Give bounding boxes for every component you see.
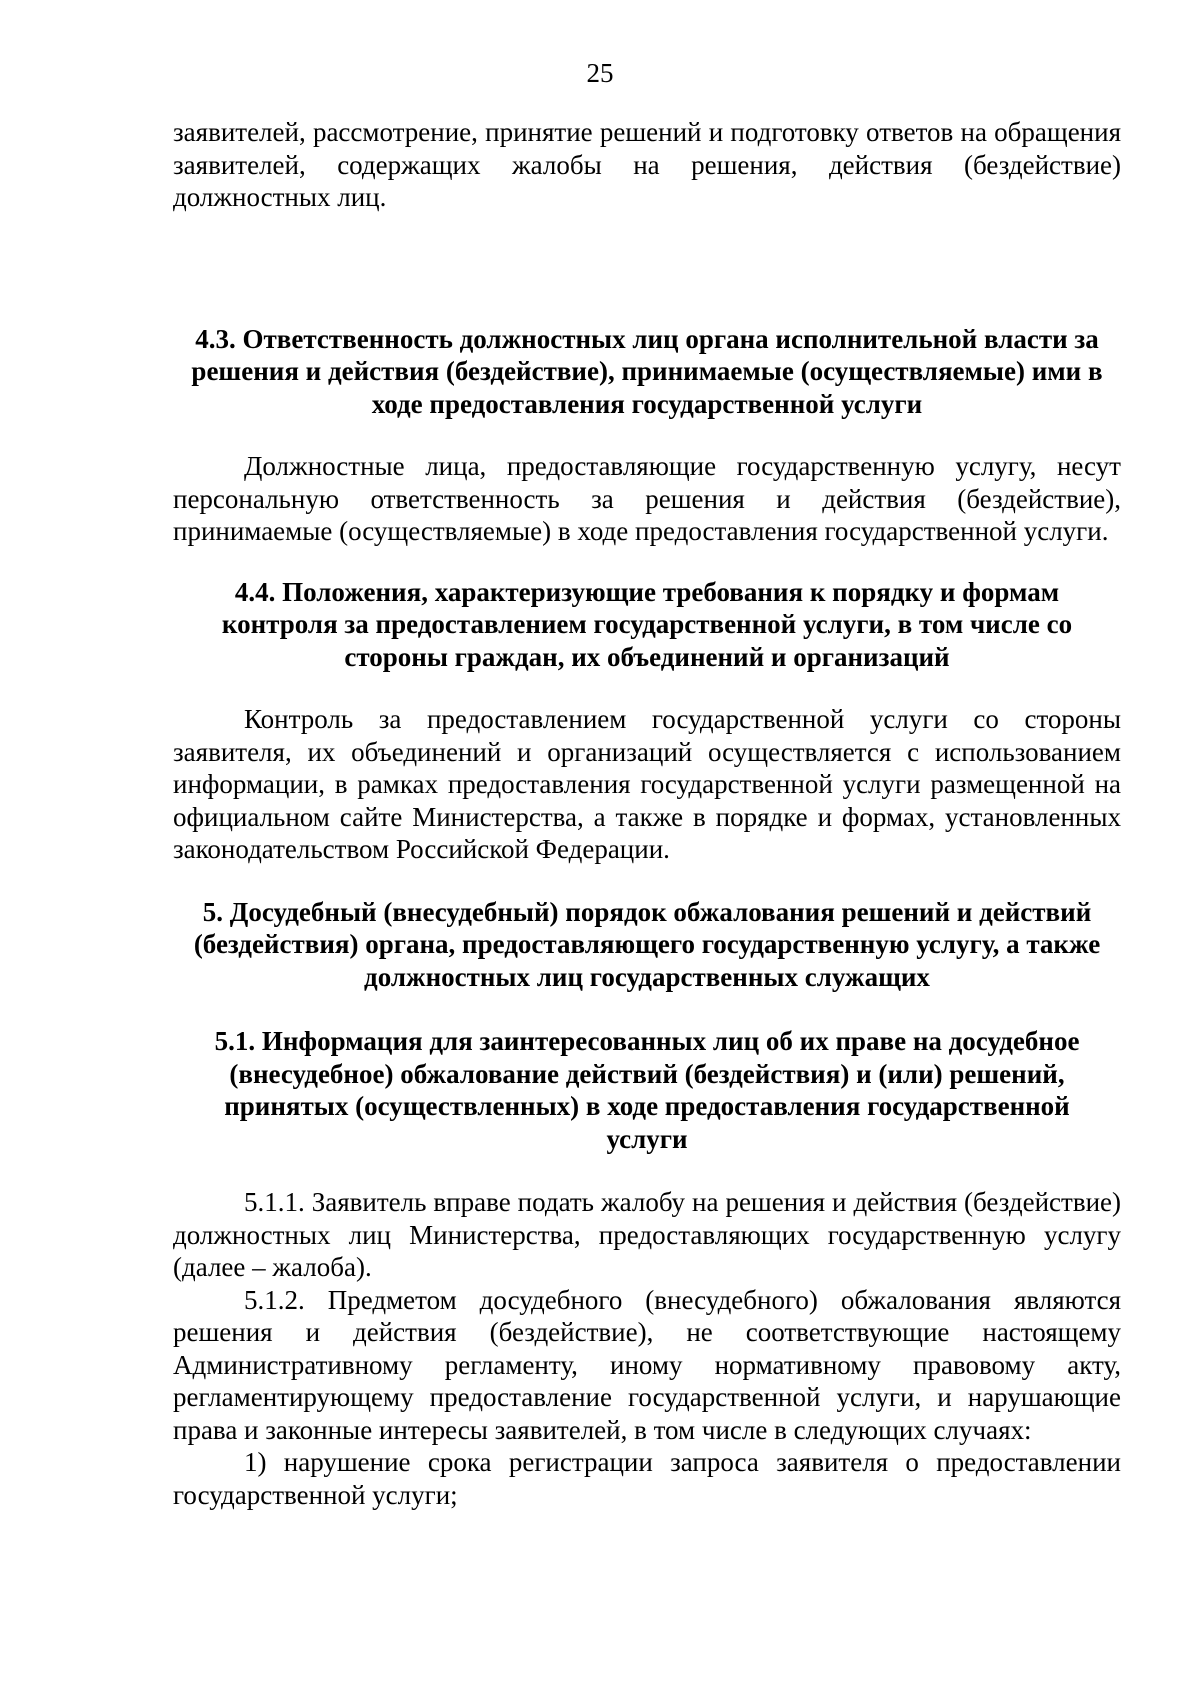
document-body (173, 116, 1121, 1511)
section-4-3-heading: 4.3. Ответственность должностных лиц органа исполнительной власти за решения и действия (бездействие), принимаемые (осуществляемые) ими в ходе предоставления государственной услуги (191, 323, 1103, 419)
section-4-4-paragraph: Контроль за предоставлением государственной услуги со стороны заявителя, их объединений и организаций осуществляется с использованием информации, в рамках предоставления государственной услуги размещенной на официальном сайте Министерства, а также в порядке и формах, установленных законодательством Российской Федерации. (173, 704, 1121, 864)
section-5-1-heading: 5.1. Информация для заинтересованных лиц об их праве на досудебное (внесудебное) обжалование действий (бездействия) и (или) решений, принятых (осуществленных) в ходе предоставления государственной услуги (214, 1026, 1080, 1154)
paragraph-5-1-2: 5.1.2. Предметом досудебного (внесудебного) обжалования являются решения и действия (бездействие), не соответствующие настоящему Административному регламенту, иному нормативному правовому акту, регламентирующему предоставление государственной услуги, и нарушающие права и законные интересы заявителей, в том числе в следующих случаях: (173, 1284, 1121, 1445)
section-4-3-paragraph: Должностные лица, предоставляющие государственную услугу, несут персональную ответственность за решения и действия (бездействие), принимаемые (осуществляемые) в ходе предоставления государственной услуги. (173, 451, 1121, 546)
list-item-1: 1) нарушение срока регистрации запроса заявителя о предоставлении государственной услуги; (173, 1447, 1121, 1510)
intro-continuation-paragraph: заявителей, рассмотрение, принятие решений и подготовку ответов на обращения заявителей, содержащих жалобы на решения, действия (бездействие) должностных лиц. (173, 117, 1121, 212)
section-4-4-heading: 4.4. Положения, характеризующие требования к порядку и формам контроля за предоставлением государственной услуги, в том числе со стороны граждан, их объединений и организаций (221, 576, 1073, 672)
page-number: 25 (586, 58, 614, 88)
section-5-heading: 5. Досудебный (внесудебный) порядок обжалования решений и действий (бездействия) органа, предоставляющего государственную услугу, а также должностных лиц государственных служащих (193, 896, 1101, 992)
paragraph-5-1-1: 5.1.1. Заявитель вправе подать жалобу на решения и действия (бездействие) должностных лиц Министерства, предоставляющих государственную услугу (далее – жалоба). (173, 1187, 1121, 1282)
